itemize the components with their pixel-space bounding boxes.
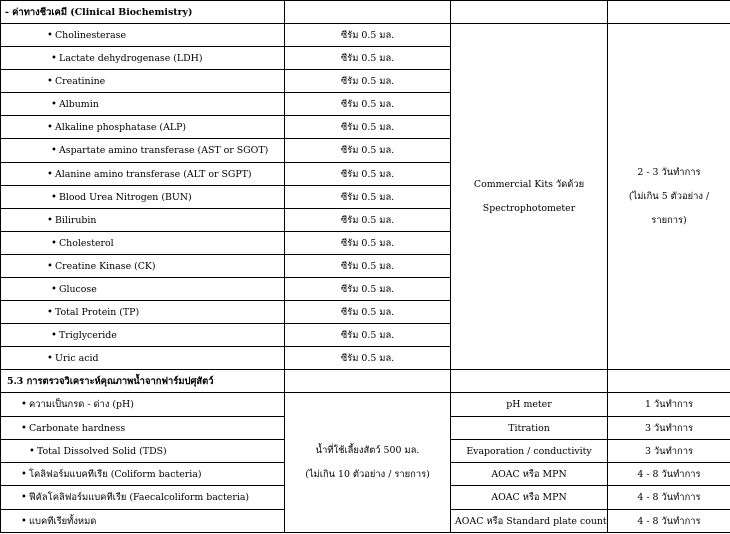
test-name-cell [1, 139, 285, 163]
clinical-header-row [1, 1, 730, 24]
clinical-section-header: - ค่าทางชีวเคมี (Clinical Biochemistry) [1, 1, 285, 24]
sample-cell: ซีรัม 0.5 มล. [285, 301, 451, 324]
test-name: Albumin [59, 98, 99, 110]
empty-cell [608, 370, 730, 393]
test-name: Blood Urea Nitrogen (BUN) [59, 191, 192, 203]
turnaround-line: (ไม่เกิน 5 ตัวอย่าง / รายการ) [628, 190, 710, 226]
turnaround-line: 2 - 3 วันทำการ [637, 166, 701, 178]
test-name-cell [1, 163, 285, 186]
sample-cell: ซีรัม 0.5 มล. [285, 163, 451, 186]
sample-cell: ซีรัม 0.5 มล. [285, 70, 451, 93]
bullet-icon: • [47, 29, 53, 41]
method-line: Spectrophotometer [482, 202, 576, 214]
bullet-icon: • [51, 237, 57, 249]
sample-cell: ซีรัม 0.5 มล. [285, 186, 451, 209]
bullet-icon: • [47, 214, 53, 226]
test-name-cell [1, 301, 285, 324]
method-cell [451, 24, 608, 370]
bullet-icon: • [21, 468, 27, 480]
sample-cell: ซีรัม 0.5 มล. [285, 209, 451, 232]
test-name-cell [1, 347, 285, 370]
sample-cell: ซีรัม 0.5 มล. [285, 116, 451, 139]
sample-cell: ซีรัม 0.5 มล. [285, 232, 451, 255]
sample-cell: ซีรัม 0.5 มล. [285, 324, 451, 347]
test-name-cell [1, 70, 285, 93]
sample-cell: ซีรัม 0.5 มล. [285, 139, 451, 163]
bullet-icon: • [47, 260, 53, 272]
table-row [1, 393, 730, 417]
method-cell: AOAC หรือ MPN [451, 486, 608, 510]
bullet-icon: • [51, 329, 57, 341]
water-sample-cell [285, 393, 451, 533]
method-cell: pH meter [451, 393, 608, 417]
test-name: Uric acid [55, 352, 99, 364]
test-name: Creatinine [55, 75, 106, 87]
sample-cell: ซีรัม 0.5 มล. [285, 24, 451, 47]
bullet-icon: • [29, 445, 35, 457]
test-name-cell [1, 209, 285, 232]
test-name: Aspartate amino transferase (AST or SGOT) [59, 145, 269, 156]
test-name-cell [1, 278, 285, 301]
test-name-cell [1, 255, 285, 278]
test-name: Bilirubin [55, 214, 97, 226]
turnaround-cell: 4 - 8 วันทำการ [608, 463, 730, 486]
bullet-icon: • [47, 121, 53, 133]
bullet-icon: • [21, 492, 27, 503]
bullet-icon: • [47, 168, 53, 180]
empty-cell [451, 370, 608, 393]
table-row [1, 24, 730, 47]
bullet-icon: • [47, 306, 53, 318]
bullet-icon: • [51, 98, 57, 110]
test-name: Total Protein (TP) [55, 306, 140, 318]
turnaround-cell: 3 วันทำการ [608, 440, 730, 463]
section-title: 5.3 การตรวจวิเคราะห์คุณภาพน้ำจากฟาร์มปศุสัตว์ [7, 375, 214, 387]
test-name-cell [1, 463, 285, 486]
turnaround-cell: 4 - 8 วันทำการ [608, 510, 730, 533]
test-name: Cholinesterase [55, 29, 126, 41]
test-name-cell [1, 510, 285, 533]
bullet-icon: • [21, 399, 27, 410]
test-name: โคลิฟอร์มแบคทีเรีย (Coliform bacteria) [29, 468, 202, 480]
sample-line: (ไม่เกิน 10 ตัวอย่าง / รายการ) [305, 468, 430, 480]
test-name-cell [1, 417, 285, 440]
test-name: ฟีคัลโคลิฟอร์มแบคทีเรีย (Faecalcoliform bacteria) [29, 492, 250, 503]
sample-cell: ซีรัม 0.5 มล. [285, 47, 451, 70]
bullet-icon: • [21, 515, 27, 527]
sample-cell: ซีรัม 0.5 มล. [285, 93, 451, 116]
test-name: Glucose [59, 283, 97, 295]
bullet-icon: • [51, 283, 57, 295]
test-name-cell [1, 232, 285, 255]
sample-line: น้ำที่ใช้เลี้ยงสัตว์ 500 มล. [315, 444, 420, 456]
turnaround-cell: 4 - 8 วันทำการ [608, 486, 730, 510]
method-cell: Evaporation / conductivity [451, 440, 608, 463]
turnaround-cell: 3 วันทำการ [608, 417, 730, 440]
turnaround-cell: 1 วันทำการ [608, 393, 730, 417]
empty-cell [285, 370, 451, 393]
test-name-cell [1, 393, 285, 417]
sample-cell: ซีรัม 0.5 มล. [285, 255, 451, 278]
bullet-icon: • [51, 52, 57, 64]
bullet-icon: • [47, 75, 53, 87]
method-cell: AOAC หรือ Standard plate count [451, 510, 608, 533]
method-cell: AOAC หรือ MPN [451, 463, 608, 486]
test-name: แบคทีเรียทั้งหมด [29, 515, 97, 527]
test-name: Creatine Kinase (CK) [55, 260, 156, 272]
water-header-row [1, 370, 730, 393]
bullet-icon: • [21, 422, 27, 434]
method-line: Commercial Kits วัดด้วย [473, 178, 585, 190]
test-name: Total Dissolved Solid (TDS) [37, 445, 167, 457]
test-name: Cholesterol [59, 237, 114, 249]
bullet-icon: • [51, 145, 57, 156]
test-name: Triglyceride [59, 329, 117, 341]
turnaround-cell [608, 24, 730, 370]
test-name-cell [1, 93, 285, 116]
test-name: Alkaline phosphatase (ALP) [55, 121, 187, 133]
bullet-icon: • [47, 352, 53, 364]
test-name-cell [1, 440, 285, 463]
test-name-cell [1, 186, 285, 209]
test-name-cell [1, 24, 285, 47]
test-name: Lactate dehydrogenase (LDH) [59, 52, 203, 64]
test-name: Carbonate hardness [29, 422, 126, 434]
test-name: ความเป็นกรด - ด่าง (pH) [29, 399, 134, 410]
method-cell: Titration [451, 417, 608, 440]
test-name-cell [1, 47, 285, 70]
sample-cell: ซีรัม 0.5 มล. [285, 347, 451, 370]
test-name: Alanine amino transferase (ALT or SGPT) [55, 168, 252, 180]
sample-cell: ซีรัม 0.5 มล. [285, 278, 451, 301]
test-name-cell [1, 116, 285, 139]
water-section-header [1, 370, 285, 393]
test-name-cell [1, 486, 285, 510]
test-name-cell [1, 324, 285, 347]
bullet-icon: • [51, 191, 57, 203]
